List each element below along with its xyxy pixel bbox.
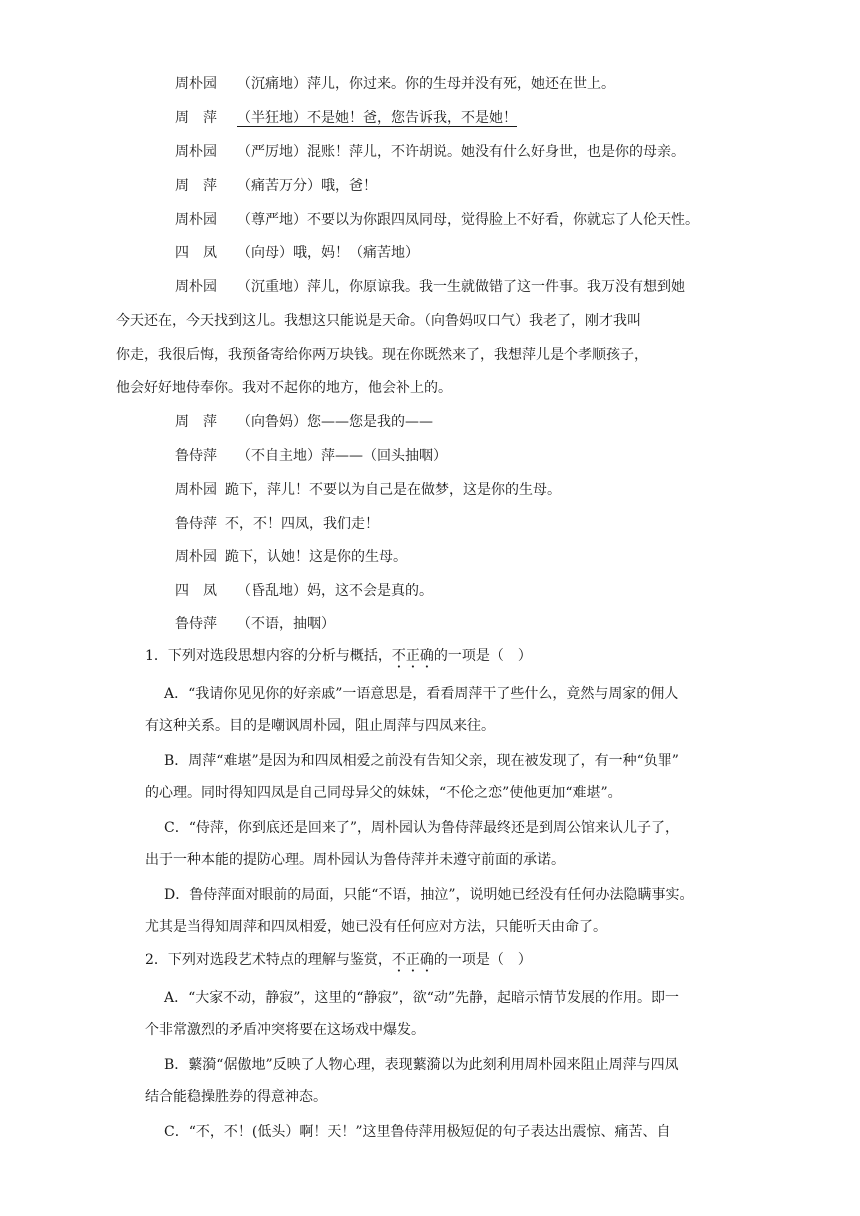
- speaker-name: 鲁侍萍: [175, 516, 217, 532]
- emphasis-char: 确: [419, 952, 434, 968]
- emphasis-char: 确: [419, 648, 434, 664]
- dialogue-continuation: 你走，我很后悔，我预备寄给你两万块钱。现在你既然来了，我想萍儿是个孝顺孩子，: [116, 347, 648, 363]
- option-d: D．鲁侍萍面对眼前的局面，只能“不语，抽泣”，说明她已经没有任何办法隐瞒事实。: [164, 887, 694, 903]
- dialogue-text: （尊严地）不要以为你跟四凤同母，觉得脸上不好看，你就忘了人伦天性。: [237, 212, 699, 228]
- speaker-name: 周 萍: [175, 110, 217, 126]
- dialogue-continuation: 今天还在，今天找到这儿。我想这只能说是天命。（向鲁妈叹口气）我老了，刚才我叫: [116, 313, 641, 329]
- dialogue-continuation: 他会好好地侍奉你。我对不起你的地方，他会补上的。: [116, 380, 452, 396]
- emphasis-char: 正: [405, 952, 420, 968]
- speaker-name: 四 凤: [175, 583, 217, 599]
- option-b-cont: 的心理。同时得知四凤是自己同母异父的妹妹，“不伦之恋”使他更加“难堪”。: [145, 785, 622, 801]
- dialogue-line: [175, 514, 379, 534]
- emphasis-char: 不: [391, 952, 406, 968]
- question-stem-text: 的一项是（ ）: [433, 952, 532, 968]
- speaker-name: 周朴园: [175, 144, 217, 160]
- option-a-cont: 个非常激烈的矛盾冲突将要在这场戏中爆发。: [145, 1022, 425, 1038]
- option-d-cont: 尤其是当得知周萍和四凤相爱，她已没有任何应对方法，只能听天由命了。: [145, 919, 607, 935]
- option-a: A．“大家不动，静寂”，这里的“静寂”，欲“动”先静，起暗示情节发展的作用。即一: [164, 990, 680, 1006]
- question-stem-text: 1．下列对选段思想内容的分析与概括，: [145, 648, 392, 664]
- dialogue-line: [175, 176, 377, 196]
- dialogue-line: [175, 446, 447, 466]
- dialogue-line: [175, 243, 419, 263]
- emphasis-char: 正: [405, 648, 420, 664]
- dialogue-text: 不，不！四凤，我们走！: [225, 516, 379, 532]
- option-a: A．“我请你见见你的好亲戚”一语意思是，看看周萍干了些什么，竟然与周家的佣人: [164, 686, 679, 702]
- option-c-cont: 出于一种本能的提防心理。周朴园认为鲁侍萍并未遵守前面的承诺。: [145, 852, 565, 868]
- dialogue-line: [175, 277, 685, 297]
- dialogue-line: [175, 412, 433, 432]
- dialogue-line: [175, 142, 685, 162]
- option-b-cont: 结合能稳操胜券的得意神态。: [145, 1089, 327, 1105]
- option-c: C．“不，不！(低头）啊！天！”这里鲁侍萍用极短促的句子表达出震惊、痛苦、自: [164, 1124, 671, 1140]
- speaker-name: 周 萍: [175, 414, 217, 430]
- dialogue-line: [175, 74, 615, 94]
- speaker-name: 周朴园: [175, 212, 217, 228]
- speaker-name: 周朴园: [175, 76, 217, 92]
- question-stem-text: 2．下列对选段艺术特点的理解与鉴赏，: [145, 952, 392, 968]
- option-a-cont: 有这种关系。目的是嘲讽周朴园，阻止周萍与四凤来往。: [145, 718, 495, 734]
- speaker-name: 周 萍: [175, 178, 217, 194]
- dialogue-text: 跪下，萍儿！不要以为自己是在做梦，这是你的生母。: [225, 482, 561, 498]
- dialogue-text: （沉重地）萍儿，你原谅我。我一生就做错了这一件事。我万没有想到她: [237, 279, 685, 295]
- dialogue-text: 跪下，认她！这是你的生母。: [225, 549, 407, 565]
- option-b: B．蘩漪“倨傲地”反映了人物心理，表现蘩漪以为此刻利用周朴园来阻止周萍与四凤: [164, 1057, 679, 1073]
- dialogue-text: （沉痛地）萍儿，你过来。你的生母并没有死，她还在世上。: [237, 76, 615, 92]
- dialogue-text: （向鲁妈）您——您是我的——: [237, 414, 433, 430]
- dialogue-line: [175, 210, 699, 230]
- dialogue-line: [175, 581, 433, 601]
- option-b: B．周萍“难堪”是因为和四凤相爱之前没有告知父亲，现在被发现了，有一种“负罪”: [164, 753, 679, 769]
- dialogue-line: [175, 108, 517, 128]
- dialogue-text: （严厉地）混账！萍儿，不许胡说。她没有什么好身世，也是你的母亲。: [237, 144, 685, 160]
- dialogue-text: （向母）哦，妈！（痛苦地）: [237, 245, 419, 261]
- question-2-stem: [145, 950, 532, 970]
- dialogue-line: [175, 614, 335, 634]
- speaker-name: 周朴园: [175, 549, 217, 565]
- speaker-name: 鲁侍萍: [175, 448, 217, 464]
- dialogue-line: [175, 480, 561, 500]
- question-1-stem: [145, 646, 532, 666]
- speaker-name: 鲁侍萍: [175, 616, 217, 632]
- speaker-name: 周朴园: [175, 279, 217, 295]
- dialogue-text: （不语，抽咽）: [237, 616, 335, 632]
- question-stem-text: 的一项是（ ）: [433, 648, 532, 664]
- emphasis-char: 不: [391, 648, 406, 664]
- dialogue-text: （痛苦万分）哦，爸！: [237, 178, 377, 194]
- dialogue-text-underlined: （半狂地）不是她！爸，您告诉我，不是她！: [237, 110, 517, 126]
- speaker-name: 周朴园: [175, 482, 217, 498]
- option-c: C．“侍萍，你到底还是回来了”，周朴园认为鲁侍萍最终还是到周公馆来认儿子了，: [164, 820, 680, 836]
- dialogue-text: （不自主地）萍——（回头抽咽）: [237, 448, 447, 464]
- speaker-name: 四 凤: [175, 245, 217, 261]
- dialogue-line: [175, 547, 407, 567]
- dialogue-text: （昏乱地）妈，这不会是真的。: [237, 583, 433, 599]
